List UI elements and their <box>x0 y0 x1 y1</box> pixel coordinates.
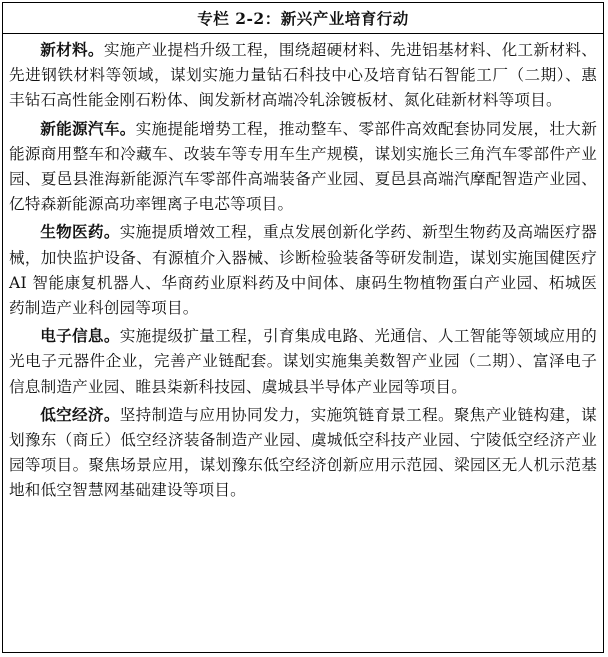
section-heading: 生物医药。 <box>40 222 120 242</box>
section-new-energy-vehicles <box>9 116 597 218</box>
section-heading: 低空经济。 <box>40 404 120 424</box>
section-heading: 新能源汽车。 <box>40 118 136 138</box>
section-biomedicine <box>9 219 597 321</box>
section-body: 实施提质增效工程，重点发展创新化学药、新型生物药及高端医疗器械，加快监护设备、有源植介入器械、诊断检验装备等研发制造，谋划实施国健医疗 AI 智能康复机器人、华商药业原料药及中间体、康码生物植物蛋白产业园、柘城医药制造产业科创园等项目。 <box>9 223 597 318</box>
section-body: 实施提能增势工程，推动整车、零部件高效配套协同发展，壮大新能源商用整车和冷藏车、改装车等专用车生产规模，谋划实施长三角汽车零部件产业园、夏邑县淮海新能源汽车零部件高端装备产业园、夏邑县高端汽摩配智造产业园、亿特森新能源高功率锂离子电芯等项目。 <box>9 119 597 214</box>
box-content <box>3 34 603 504</box>
section-new-materials <box>9 37 597 114</box>
section-electronic-information <box>9 323 597 400</box>
section-heading: 电子信息。 <box>40 326 120 346</box>
section-body: 坚持制造与应用协同发力，实施筑链育景工程。聚焦产业链构建，谋划豫东（商丘）低空经济装备制造产业园、虞城低空科技产业园、宁陵低空经济产业园等项目。聚焦场景应用，谋划豫东低空经济创新应用示范园、梁园区无人机示范基地和低空智慧网基础建设等项目。 <box>9 405 597 500</box>
feature-box <box>2 2 604 653</box>
section-low-altitude-economy <box>9 402 597 504</box>
box-title: 专栏 2-2：新兴产业培育行动 <box>3 3 603 34</box>
section-heading: 新材料。 <box>40 40 104 59</box>
section-body: 实施产业提档升级工程，围绕超硬材料、先进铝基材料、化工新材料、先进钢铁材料等领域，谋划实施力量钻石科技中心及培育钻石智能工厂（二期）、惠丰钻石高性能金刚石粉体、闽发新材高端冷轧涂镀板材、氮化硅新材料等项目。 <box>9 41 597 110</box>
section-body: 实施提级扩量工程，引育集成电路、光通信、人工智能等领域应用的光电子元器件企业，完善产业链配套。谋划实施集美数智产业园（二期）、富泽电子信息制造产业园、睢县柒新科技园、虞城县半导体产业园等项目。 <box>9 327 597 396</box>
